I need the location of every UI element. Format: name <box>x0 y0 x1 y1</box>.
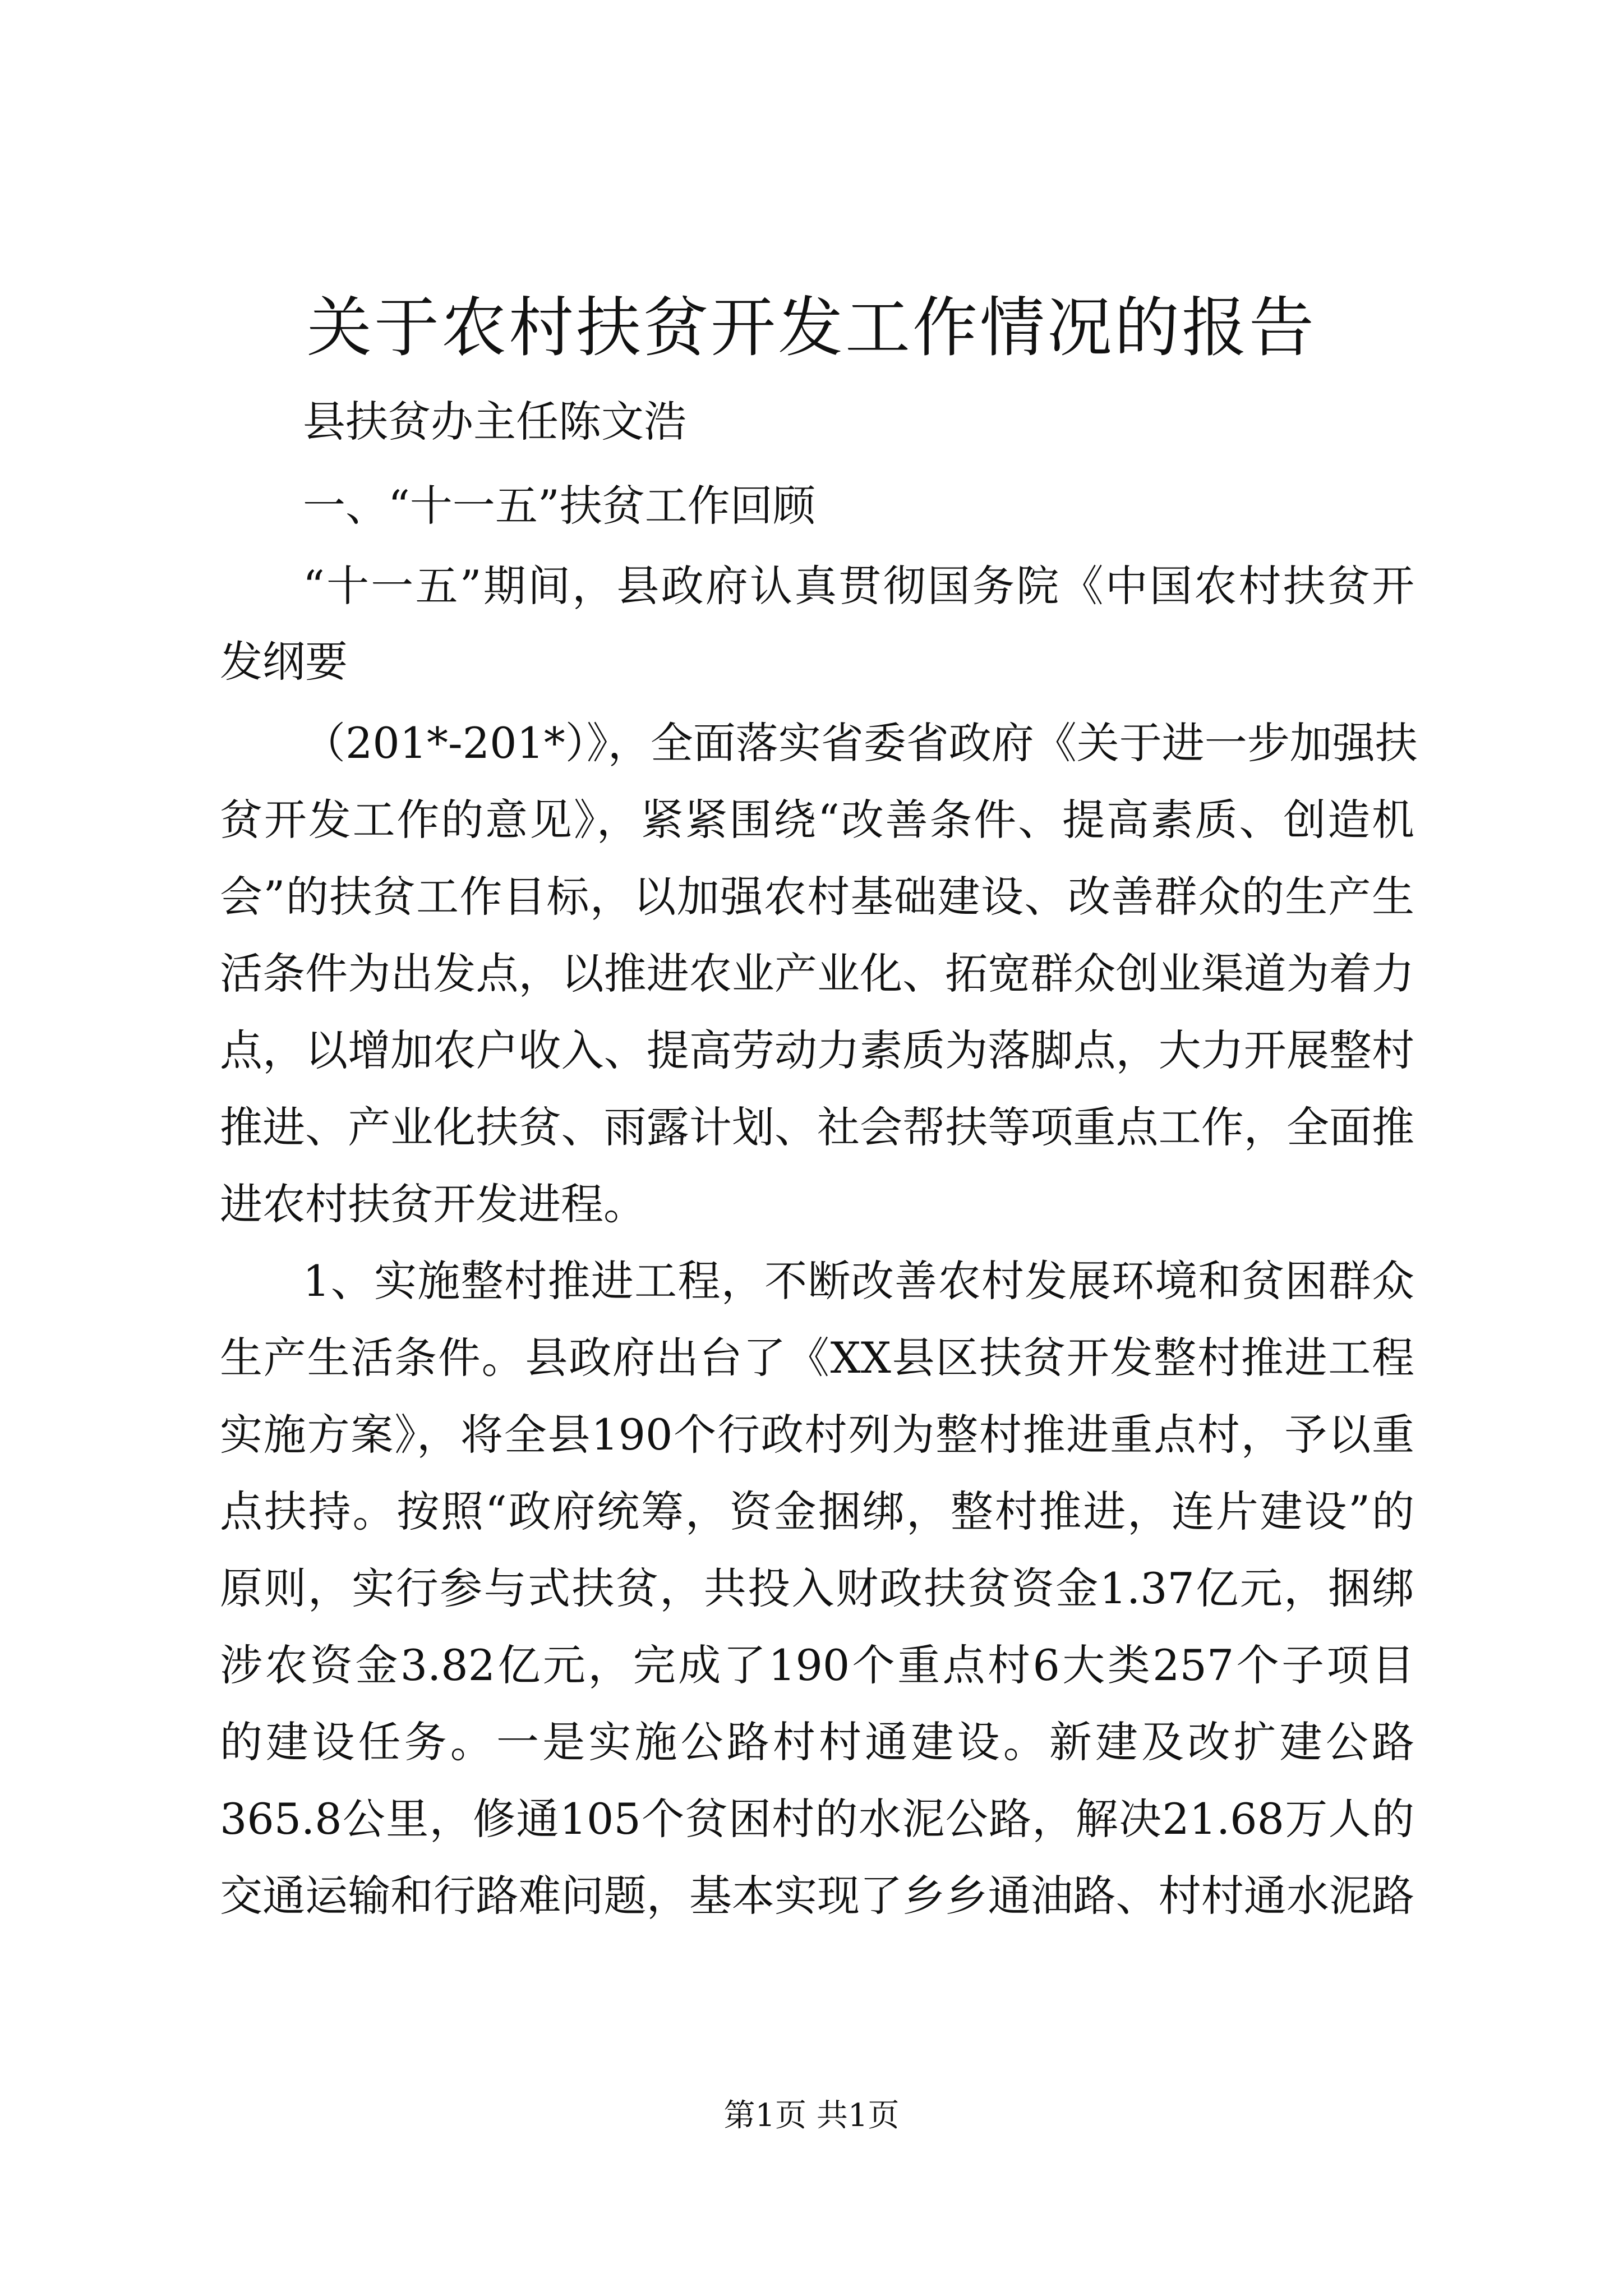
section-heading: 一、“十一五”扶贫工作回顾 <box>303 481 815 531</box>
body-line: 活条件为出发点，以推进农业产业化、拓宽群众创业渠道为着力 <box>220 949 1414 999</box>
body-line: （201*-201*）》，全面落实省委省政府《关于进一步加强扶 <box>303 718 1418 768</box>
body-line: 生产生活条件。县政府出台了《XX县区扶贫开发整村推进工程 <box>220 1333 1414 1383</box>
body-line: 进农村扶贫开发进程。 <box>220 1179 646 1229</box>
body-line: 实施方案》，将全县190个行政村列为整村推进重点村，予以重 <box>220 1410 1414 1460</box>
body-line: 发纲要 <box>220 637 348 687</box>
body-line: “十一五”期间，县政府认真贯彻国务院《中国农村扶贫开 <box>303 561 1414 611</box>
body-line: 原则，实行参与式扶贫，共投入财政扶贫资金1.37亿元，捆绑 <box>220 1563 1414 1613</box>
page-footer: 第1页 共1页 <box>723 2097 900 2134</box>
body-line: 贫开发工作的意见》，紧紧围绕“改善条件、提高素质、创造机 <box>220 795 1414 845</box>
body-line: 会”的扶贫工作目标，以加强农村基础建设、改善群众的生产生 <box>220 872 1414 922</box>
body-line: 1、实施整村推进工程，不断改善农村发展环境和贫困群众 <box>303 1256 1414 1306</box>
body-line: 点扶持。按照“政府统筹，资金捆绑，整村推进，连片建设”的 <box>220 1487 1414 1536</box>
body-line: 推进、产业化扶贫、雨露计划、社会帮扶等项重点工作，全面推 <box>220 1102 1414 1152</box>
body-line: 365.8公里，修通105个贫困村的水泥公路，解决21.68万人的 <box>220 1794 1414 1844</box>
author-line: 县扶贫办主任陈文浩 <box>303 397 686 447</box>
body-line: 的建设任务。一是实施公路村村通建设。新建及改扩建公路 <box>220 1717 1414 1767</box>
body-line: 涉农资金3.82亿元，完成了190个重点村6大类257个子项目 <box>220 1640 1414 1690</box>
body-line: 点，以增加农户收入、提高劳动力素质为落脚点，大力开展整村 <box>220 1025 1414 1075</box>
document-title: 关于农村扶贫开发工作情况的报告 <box>307 290 1316 366</box>
body-line: 交通运输和行路难问题，基本实现了乡乡通油路、村村通水泥路 <box>220 1871 1414 1921</box>
